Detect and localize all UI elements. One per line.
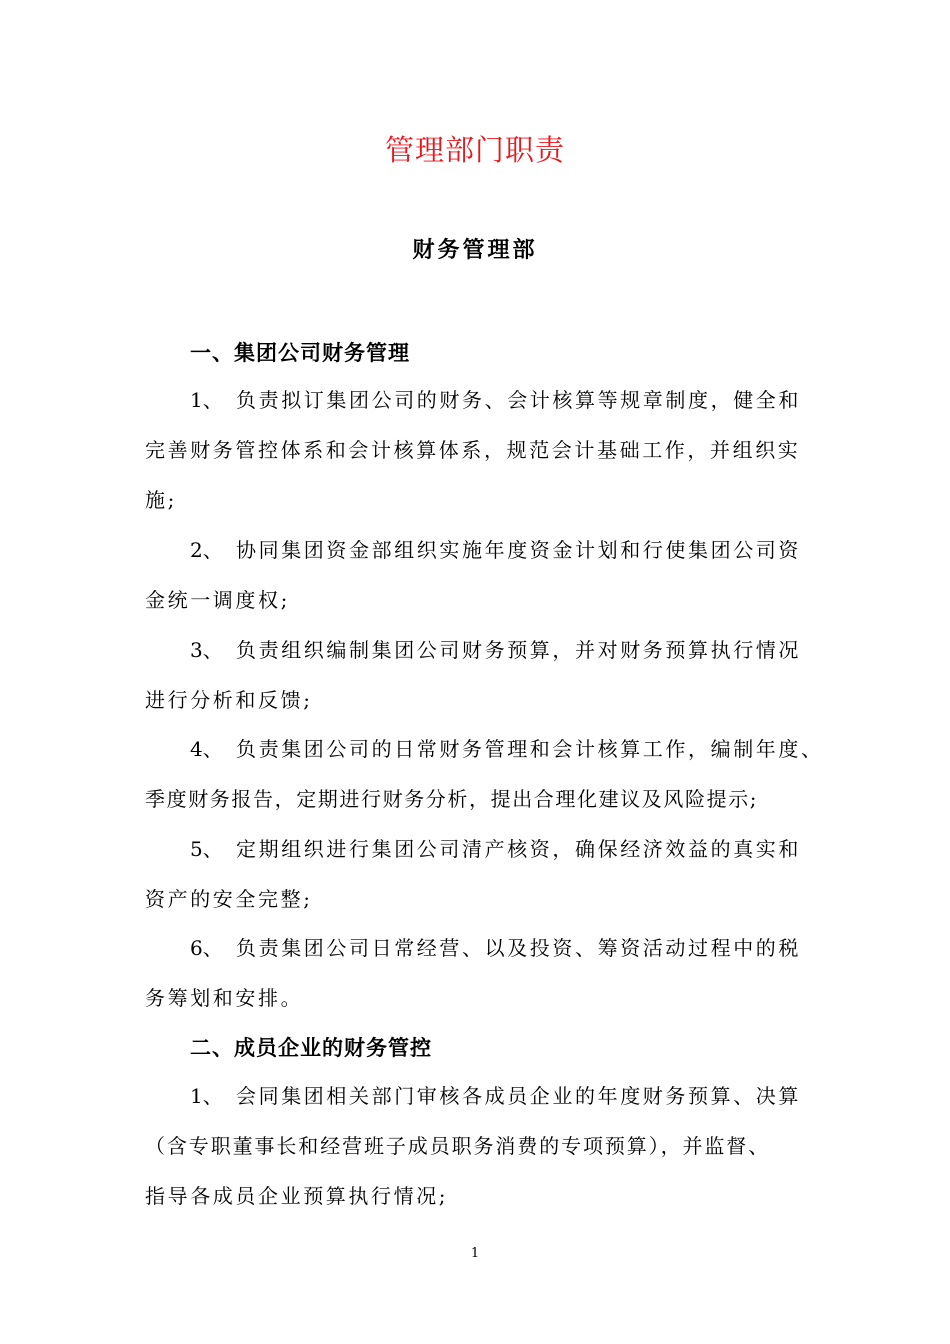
- document-title: 管理部门职责: [384, 133, 565, 167]
- item-number: 1、: [190, 1084, 223, 1108]
- item-number: 4、: [190, 737, 223, 761]
- list-item: [190, 834, 801, 864]
- item-text: 负责拟订集团公司的财务、会计核算等规章制度，健全和: [236, 388, 801, 412]
- item-text: 会同集团相关部门审核各成员企业的年度财务预算、决算: [236, 1084, 801, 1108]
- item-text-continued: 季度财务报告，定期进行财务分析，提出合理化建议及风险提示;: [145, 787, 759, 811]
- page-number: 1: [470, 1246, 480, 1261]
- item-text: 负责集团公司日常经营、以及投资、筹资活动过程中的税: [236, 936, 801, 960]
- item-text-continued: 施;: [145, 488, 177, 512]
- item-text-continued: 资产的安全完整;: [145, 887, 313, 911]
- list-item: [190, 635, 801, 665]
- list-item: [190, 535, 801, 565]
- item-text-continued: 务筹划和安排。: [145, 986, 304, 1010]
- item-text-continued: （含专职董事长和经营班子成员职务消费的专项预算），并监督、: [145, 1134, 771, 1158]
- item-text: 定期组织进行集团公司清产核资，确保经济效益的真实和: [236, 837, 801, 861]
- list-item: [190, 734, 824, 764]
- item-number: 2、: [190, 538, 223, 562]
- list-item: [190, 385, 801, 415]
- department-heading: 财务管理部: [412, 237, 538, 263]
- item-text-continued: 金统一调度权;: [145, 588, 290, 612]
- item-text-continued: 指导各成员企业预算执行情况;: [145, 1184, 449, 1208]
- item-text: 负责组织编制集团公司财务预算，并对财务预算执行情况: [236, 638, 801, 662]
- section-heading: 一、集团公司财务管理: [190, 340, 410, 365]
- section-heading: 二、成员企业的财务管控: [190, 1035, 432, 1060]
- item-number: 5、: [190, 837, 223, 861]
- item-number: 6、: [190, 936, 223, 960]
- item-text-continued: 进行分析和反馈;: [145, 688, 313, 712]
- item-text: 协同集团资金部组织实施年度资金计划和行使集团公司资: [236, 538, 801, 562]
- item-text: 负责集团公司的日常财务管理和会计核算工作，编制年度、: [236, 737, 824, 761]
- list-item: [190, 1081, 801, 1111]
- item-number: 3、: [190, 638, 223, 662]
- item-text-continued: 完善财务管控体系和会计核算体系，规范会计基础工作，并组织实: [145, 438, 801, 462]
- list-item: [190, 933, 801, 963]
- item-number: 1、: [190, 388, 223, 412]
